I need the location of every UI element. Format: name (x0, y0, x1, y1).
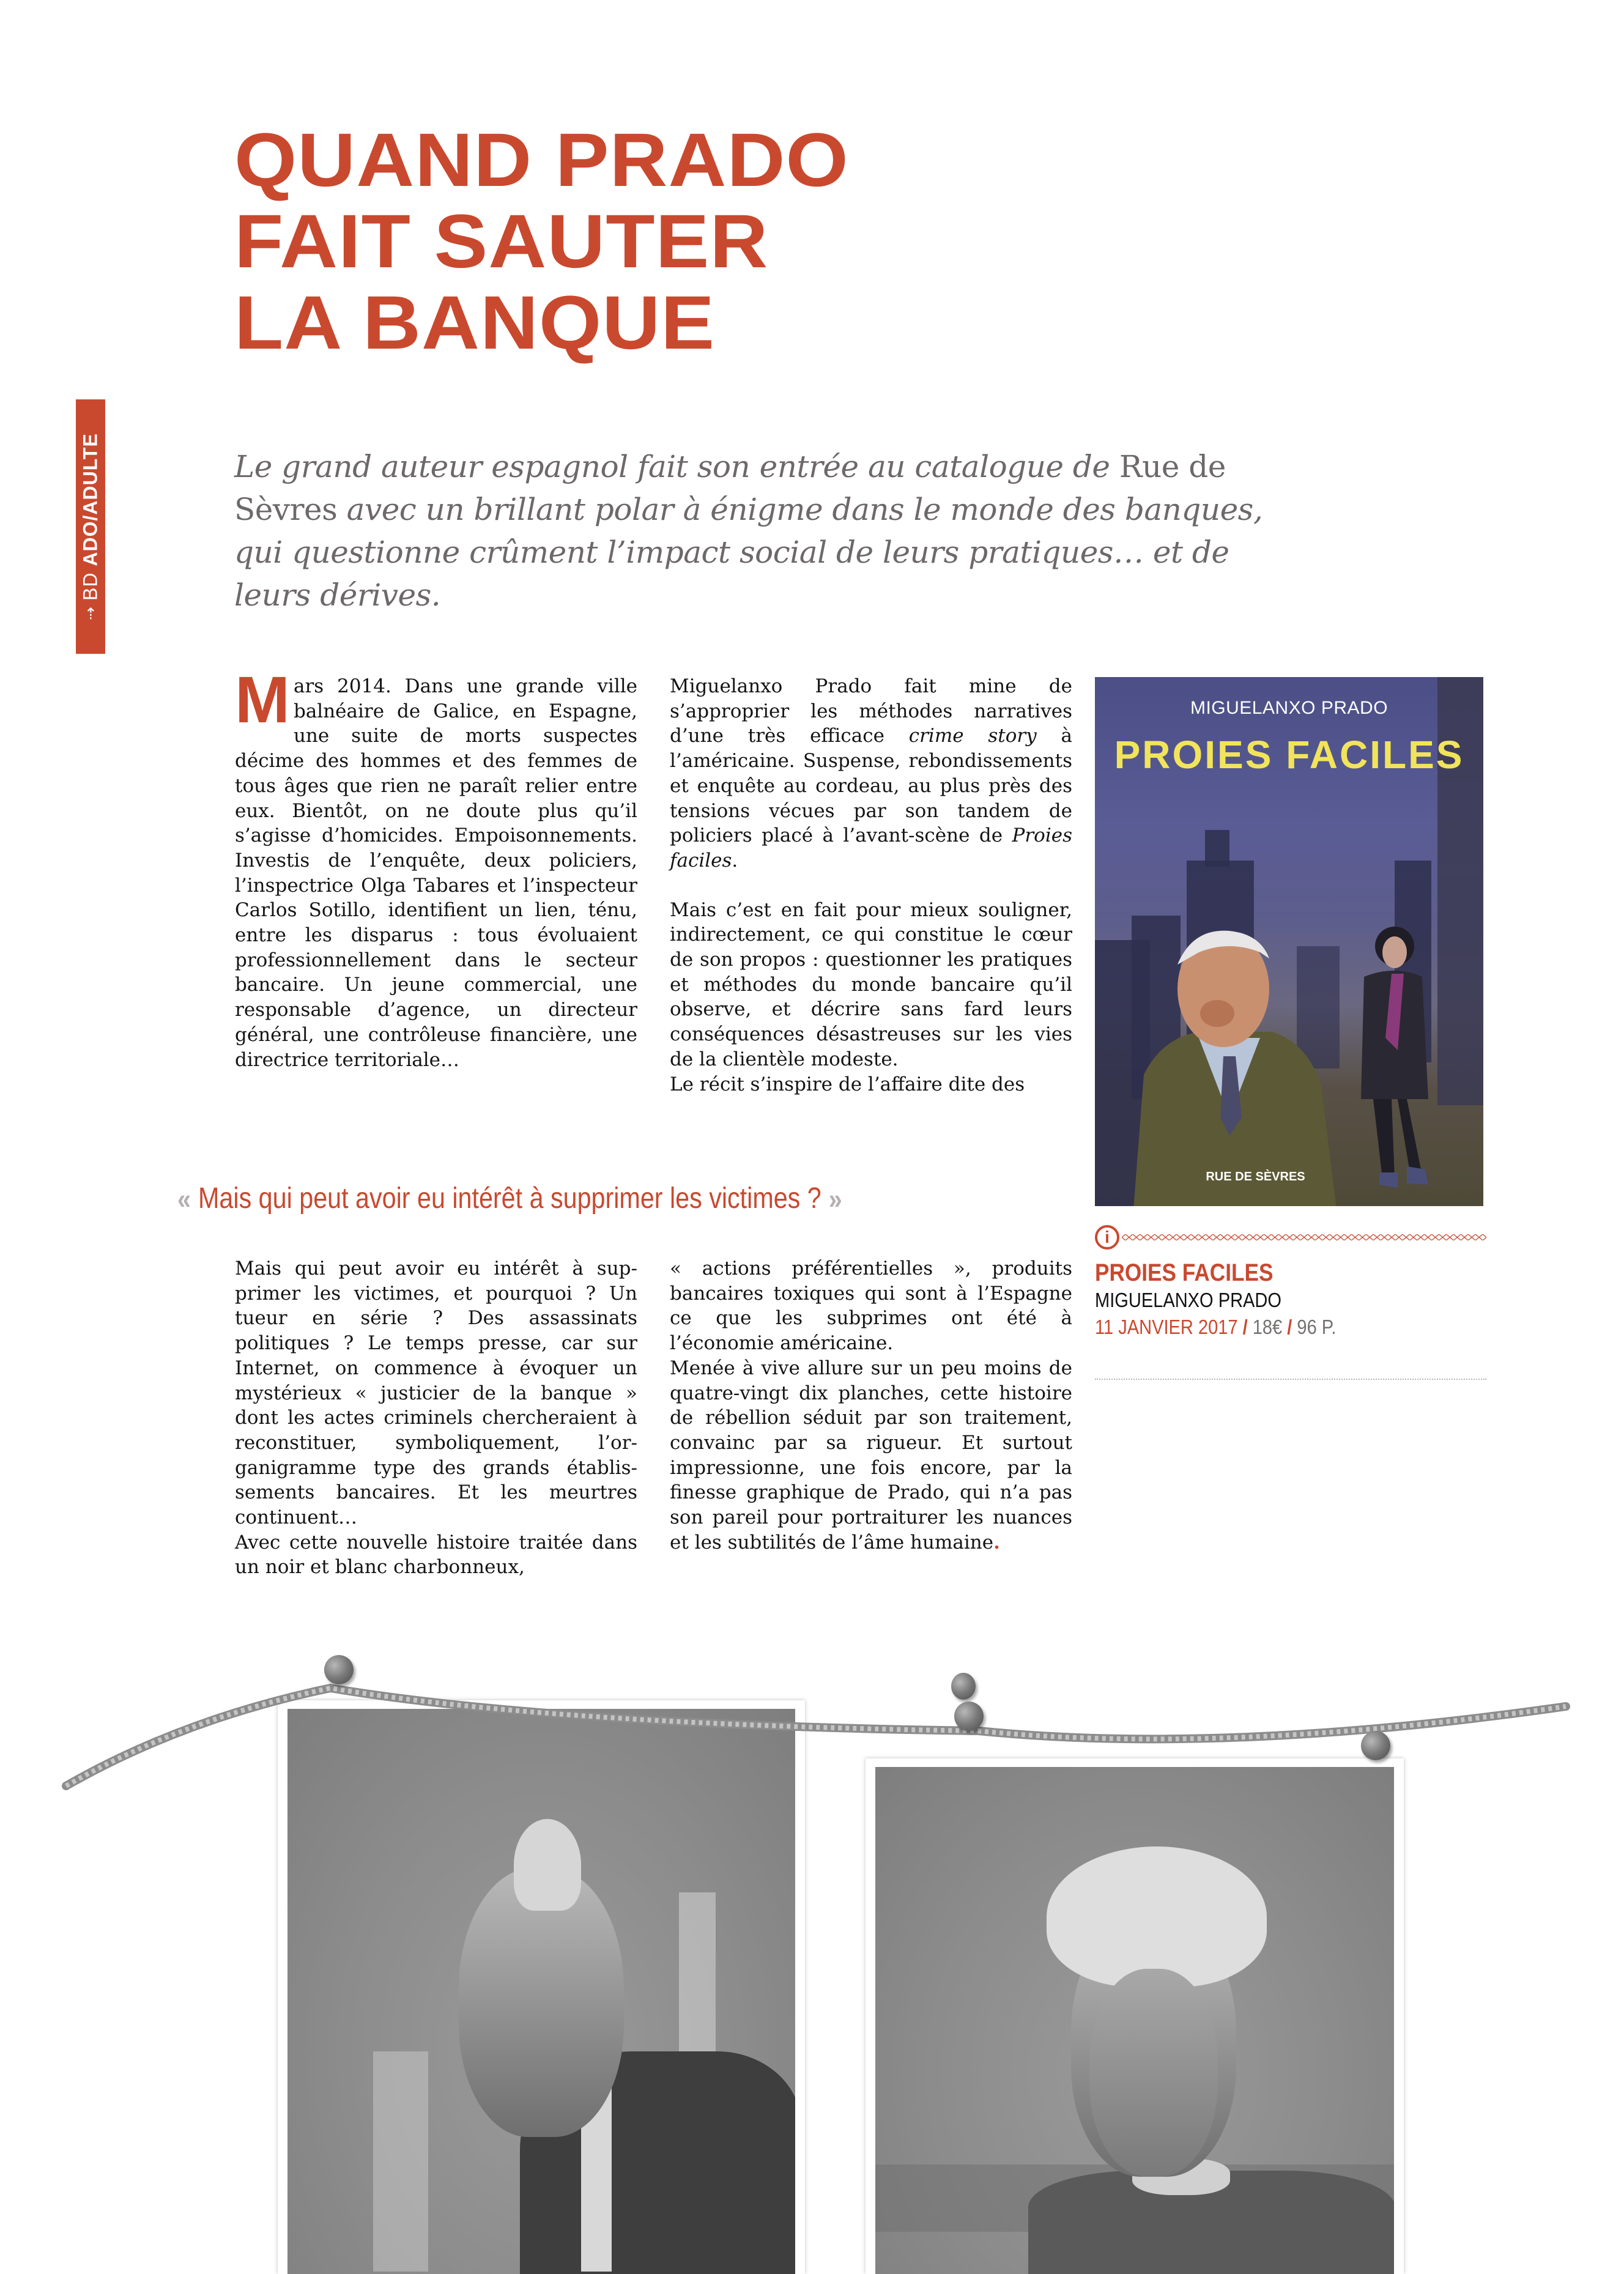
paragraph: Le récit s’inspire de l’affaire dite des (670, 1073, 1025, 1095)
title-line: FAIT SAUTER (234, 199, 769, 284)
title-line: QUAND PRADO (234, 118, 849, 202)
article-column-4 (670, 1256, 1072, 1555)
article-title (234, 120, 849, 364)
paragraph-text: ars 2014. Dans une grande ville balnéaire de Galice, en Espagne, une suite de morts suspectes décime des hommes et des femmes de tous âges que rien ne paraît relier entre eux. Bientôt, on ne doute plus qu’il s’agisse d’homicides. Empoisonnements. Investis de l’enquête, deux policiers, l’inspectrice Olga Tabares et l’inspecteur Carlos Sotillo, identifient un lien, ténu, entre les disparus : tous évoluaient professionnellement dans le secteur bancaire. Un jeune commercial, une responsable d’agence, un directeur général, une contrôleuse financière, une directrice territoriale… (235, 675, 637, 1071)
paragraph: Avec cette nouvelle histoire traitée dans un noir et blanc charbonneux, (235, 1531, 637, 1579)
push-pin (324, 1655, 354, 1684)
info-book-details (1095, 1314, 1439, 1341)
cover-author: MIGUELANXO PRADO (1190, 698, 1389, 718)
rope (0, 1651, 1624, 1896)
cover-building (1205, 830, 1229, 867)
open-quote-mark: « (177, 1182, 191, 1215)
push-pin (951, 1673, 976, 1700)
cover-publisher: RUE DE SÈVRES (1206, 1170, 1305, 1183)
push-pin (1361, 1731, 1390, 1760)
info-book-author: MIGUELANXO PRADO (1095, 1289, 1281, 1311)
cover-old-man-figure (1107, 916, 1364, 1206)
paragraph-text: . (732, 849, 738, 872)
dotted-arrow-icon: ⇢ (81, 607, 100, 620)
lead-text: Le grand auteur espagnol fait son entrée au catalogue de (234, 449, 1119, 484)
book-title-emphasis: Proies faciles (670, 824, 1072, 872)
paragraph: Mais qui peut avoir eu intérêt à supprimer les victimes, et pourquoi ? Un tueur en série ? Des assassinats politiques ? Le temps presse, car sur Internet, on commence à évoquer un mystérieux « justicier de la banque » dont les actes criminels chercheraient à reconstituer, symboliquement, l’organigramme type des grands établissements bancaires. Et les meurtres continuent… (235, 1257, 637, 1529)
lead-publisher: Rue de Sèvres (234, 449, 1226, 527)
paragraph (235, 662, 637, 1072)
decorative-zigzag-rule (1122, 1234, 1486, 1240)
paragraph (670, 1356, 1072, 1555)
cover-title: PROIES FACILES (1095, 732, 1483, 777)
article-lead (234, 445, 1286, 617)
info-book-title: PROIES FACILES (1095, 1259, 1274, 1286)
sketch-face-lower (1089, 1969, 1218, 2177)
drop-cap: M (235, 662, 290, 736)
sketch-background-strokes (679, 1892, 716, 2076)
emphasis: crime story (908, 725, 1037, 747)
paragraph (670, 674, 1072, 873)
info-divider (1095, 1379, 1486, 1380)
end-mark: . (993, 1531, 1000, 1554)
cover-woman-figure (1346, 916, 1431, 1203)
paragraph-text: Menée à vive allure sur un peu moins de quatre-vingt dix planches, cette histoire de rébellion séduit par son traitement, convainc par sa rigueur. Et surtout impressionne, une fois encore, par la finesse graphique de Prado, qui n’a pas son pareil pour portraiturer les nuances et les subtilités de l’âme humaine (670, 1357, 1072, 1554)
pull-quote-text: Mais qui peut avoir eu intérêt à supprimer les victimes ? (198, 1182, 821, 1215)
book-cover-image (1095, 677, 1483, 1206)
release-date: 11 JANVIER 2017 (1095, 1316, 1238, 1338)
paragraph-text: Miguelanxo Prado fait mine de s’approprier les méthodes narratives d’une très efficace (670, 675, 1072, 747)
page-count: 96 P. (1297, 1316, 1337, 1338)
paragraph: « actions préférentielles », produits bancaires toxiques qui sont à l’Espagne ce que les subprimes ont été à l’économie américaine. (670, 1257, 1072, 1355)
pull-quote (177, 1182, 956, 1215)
price: 18€ (1252, 1316, 1283, 1338)
info-rule (1095, 1222, 1486, 1253)
article-column-1 (235, 662, 637, 1072)
separator: / (1242, 1316, 1248, 1338)
title-line: LA BANQUE (234, 281, 715, 365)
separator: / (1287, 1316, 1292, 1338)
sketch-background-strokes (373, 2051, 428, 2272)
character-sketches-illustration (0, 1651, 1624, 2274)
push-pin (954, 1702, 984, 1731)
article-column-2 (670, 674, 1072, 1097)
article-column-3 (235, 1256, 637, 1580)
info-icon: i (1095, 1225, 1119, 1250)
close-quote-mark: » (828, 1182, 842, 1215)
book-info-box (1095, 1222, 1486, 1380)
category-label: ADO/ADULTE (79, 433, 102, 566)
lead-text: avec un brillant polar à énigme dans le monde des banques, qui questionne crûment l’impact social de leurs pratiques… et de leurs dérives. (234, 492, 1263, 613)
section-tab (76, 399, 105, 654)
paragraph: Mais c’est en fait pour mieux souligner, indirectement, ce qui constitue le cœur de son propos : questionner les pratiques et méthodes du monde bancaire qu’il observe, et décrire sans fard leurs conséquences désastreuses sur les vies de la clientèle modeste. (670, 898, 1072, 1070)
paragraph-text: à l’américaine. Suspense, rebondissements et enquête au cordeau, au plus près des tensions vécues par son tandem de policiers placé à l’avant-scène de (670, 725, 1072, 847)
section-label: BD (79, 572, 102, 601)
